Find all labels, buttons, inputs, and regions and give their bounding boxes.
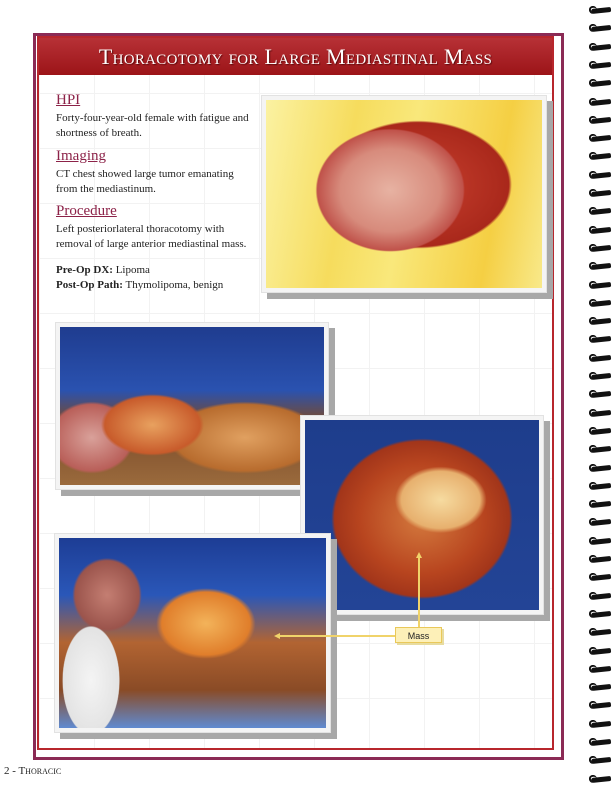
binding-ring-icon bbox=[591, 593, 611, 600]
binding-ring-icon bbox=[591, 666, 611, 673]
binding-ring-icon bbox=[591, 428, 611, 435]
binding-ring-icon bbox=[591, 519, 611, 526]
binding-ring-icon bbox=[591, 336, 611, 343]
binding-ring-icon bbox=[591, 281, 611, 288]
photo-image bbox=[266, 100, 542, 288]
binding-ring-icon bbox=[591, 318, 611, 325]
procedure-heading: Procedure bbox=[56, 203, 117, 219]
binding-ring-icon bbox=[591, 501, 611, 508]
binding-ring-icon bbox=[591, 776, 611, 783]
binding-ring-icon bbox=[591, 446, 611, 453]
hpi-heading: HPI bbox=[56, 92, 81, 108]
photo-image bbox=[305, 420, 539, 610]
mass-in-situ-photo bbox=[54, 533, 331, 733]
binding-ring-icon bbox=[591, 135, 611, 142]
binding-ring-icon bbox=[591, 373, 611, 380]
thoracotomy-exposure-photo bbox=[261, 95, 547, 293]
callout-arrow-up-icon bbox=[416, 552, 422, 558]
binding-ring-icon bbox=[591, 7, 611, 14]
callout-arrow-left-icon bbox=[274, 633, 280, 639]
resected-mass-photo bbox=[300, 415, 544, 615]
binding-ring-icon bbox=[591, 245, 611, 252]
callout-horizontal-line bbox=[279, 635, 395, 637]
mass-delivery-photo bbox=[55, 322, 329, 490]
binding-ring-icon bbox=[591, 538, 611, 545]
photo-image bbox=[60, 327, 324, 485]
page-footer: 2 - Thoracic bbox=[4, 765, 62, 777]
binding-ring-icon bbox=[591, 172, 611, 179]
binding-ring-icon bbox=[591, 227, 611, 234]
binding-ring-icon bbox=[591, 483, 611, 490]
binding-ring-icon bbox=[591, 80, 611, 87]
binding-ring-icon bbox=[591, 611, 611, 618]
binding-ring-icon bbox=[591, 647, 611, 654]
preop-dx bbox=[56, 263, 150, 278]
postop-path bbox=[56, 278, 223, 293]
procedure-text: Left posteriorlateral thoracotomy with removal of large anterior mediastinal mass. bbox=[56, 223, 247, 250]
imaging-text: CT chest showed large tumor emanating from the mediastinum. bbox=[56, 168, 234, 195]
binding-ring-icon bbox=[591, 410, 611, 417]
binding-ring-icon bbox=[591, 25, 611, 32]
binding-ring-icon bbox=[591, 574, 611, 581]
postop-label: Post-Op Path: bbox=[56, 279, 123, 291]
callout-vertical-line bbox=[418, 556, 420, 627]
binding-ring-icon bbox=[591, 721, 611, 728]
binding-ring-icon bbox=[591, 702, 611, 709]
imaging-heading: Imaging bbox=[56, 148, 106, 164]
spiral-binding bbox=[588, 0, 612, 792]
postop-value: Thymolipoma, benign bbox=[125, 279, 224, 291]
binding-ring-icon bbox=[591, 190, 611, 197]
binding-ring-icon bbox=[591, 629, 611, 636]
binding-ring-icon bbox=[591, 464, 611, 471]
mass-callout-label: Mass bbox=[395, 627, 442, 643]
photo-image bbox=[59, 538, 326, 728]
binding-ring-icon bbox=[591, 300, 611, 307]
preop-value: Lipoma bbox=[115, 264, 150, 276]
binding-ring-icon bbox=[591, 44, 611, 51]
binding-ring-icon bbox=[591, 391, 611, 398]
binding-ring-icon bbox=[591, 98, 611, 105]
hpi-text: Forty-four-year-old female with fatigue and shortness of breath. bbox=[56, 112, 249, 139]
binding-ring-icon bbox=[591, 117, 611, 124]
binding-ring-icon bbox=[591, 263, 611, 270]
preop-label: Pre-Op DX: bbox=[56, 264, 113, 276]
binding-ring-icon bbox=[591, 739, 611, 746]
title-banner bbox=[39, 38, 552, 75]
binding-ring-icon bbox=[591, 556, 611, 563]
binding-ring-icon bbox=[591, 757, 611, 764]
binding-ring-icon bbox=[591, 208, 611, 215]
binding-ring-icon bbox=[591, 62, 611, 69]
binding-ring-icon bbox=[591, 355, 611, 362]
page-title: Thoracotomy for Large Mediastinal Mass bbox=[98, 44, 493, 69]
binding-ring-icon bbox=[591, 684, 611, 691]
binding-ring-icon bbox=[591, 153, 611, 160]
